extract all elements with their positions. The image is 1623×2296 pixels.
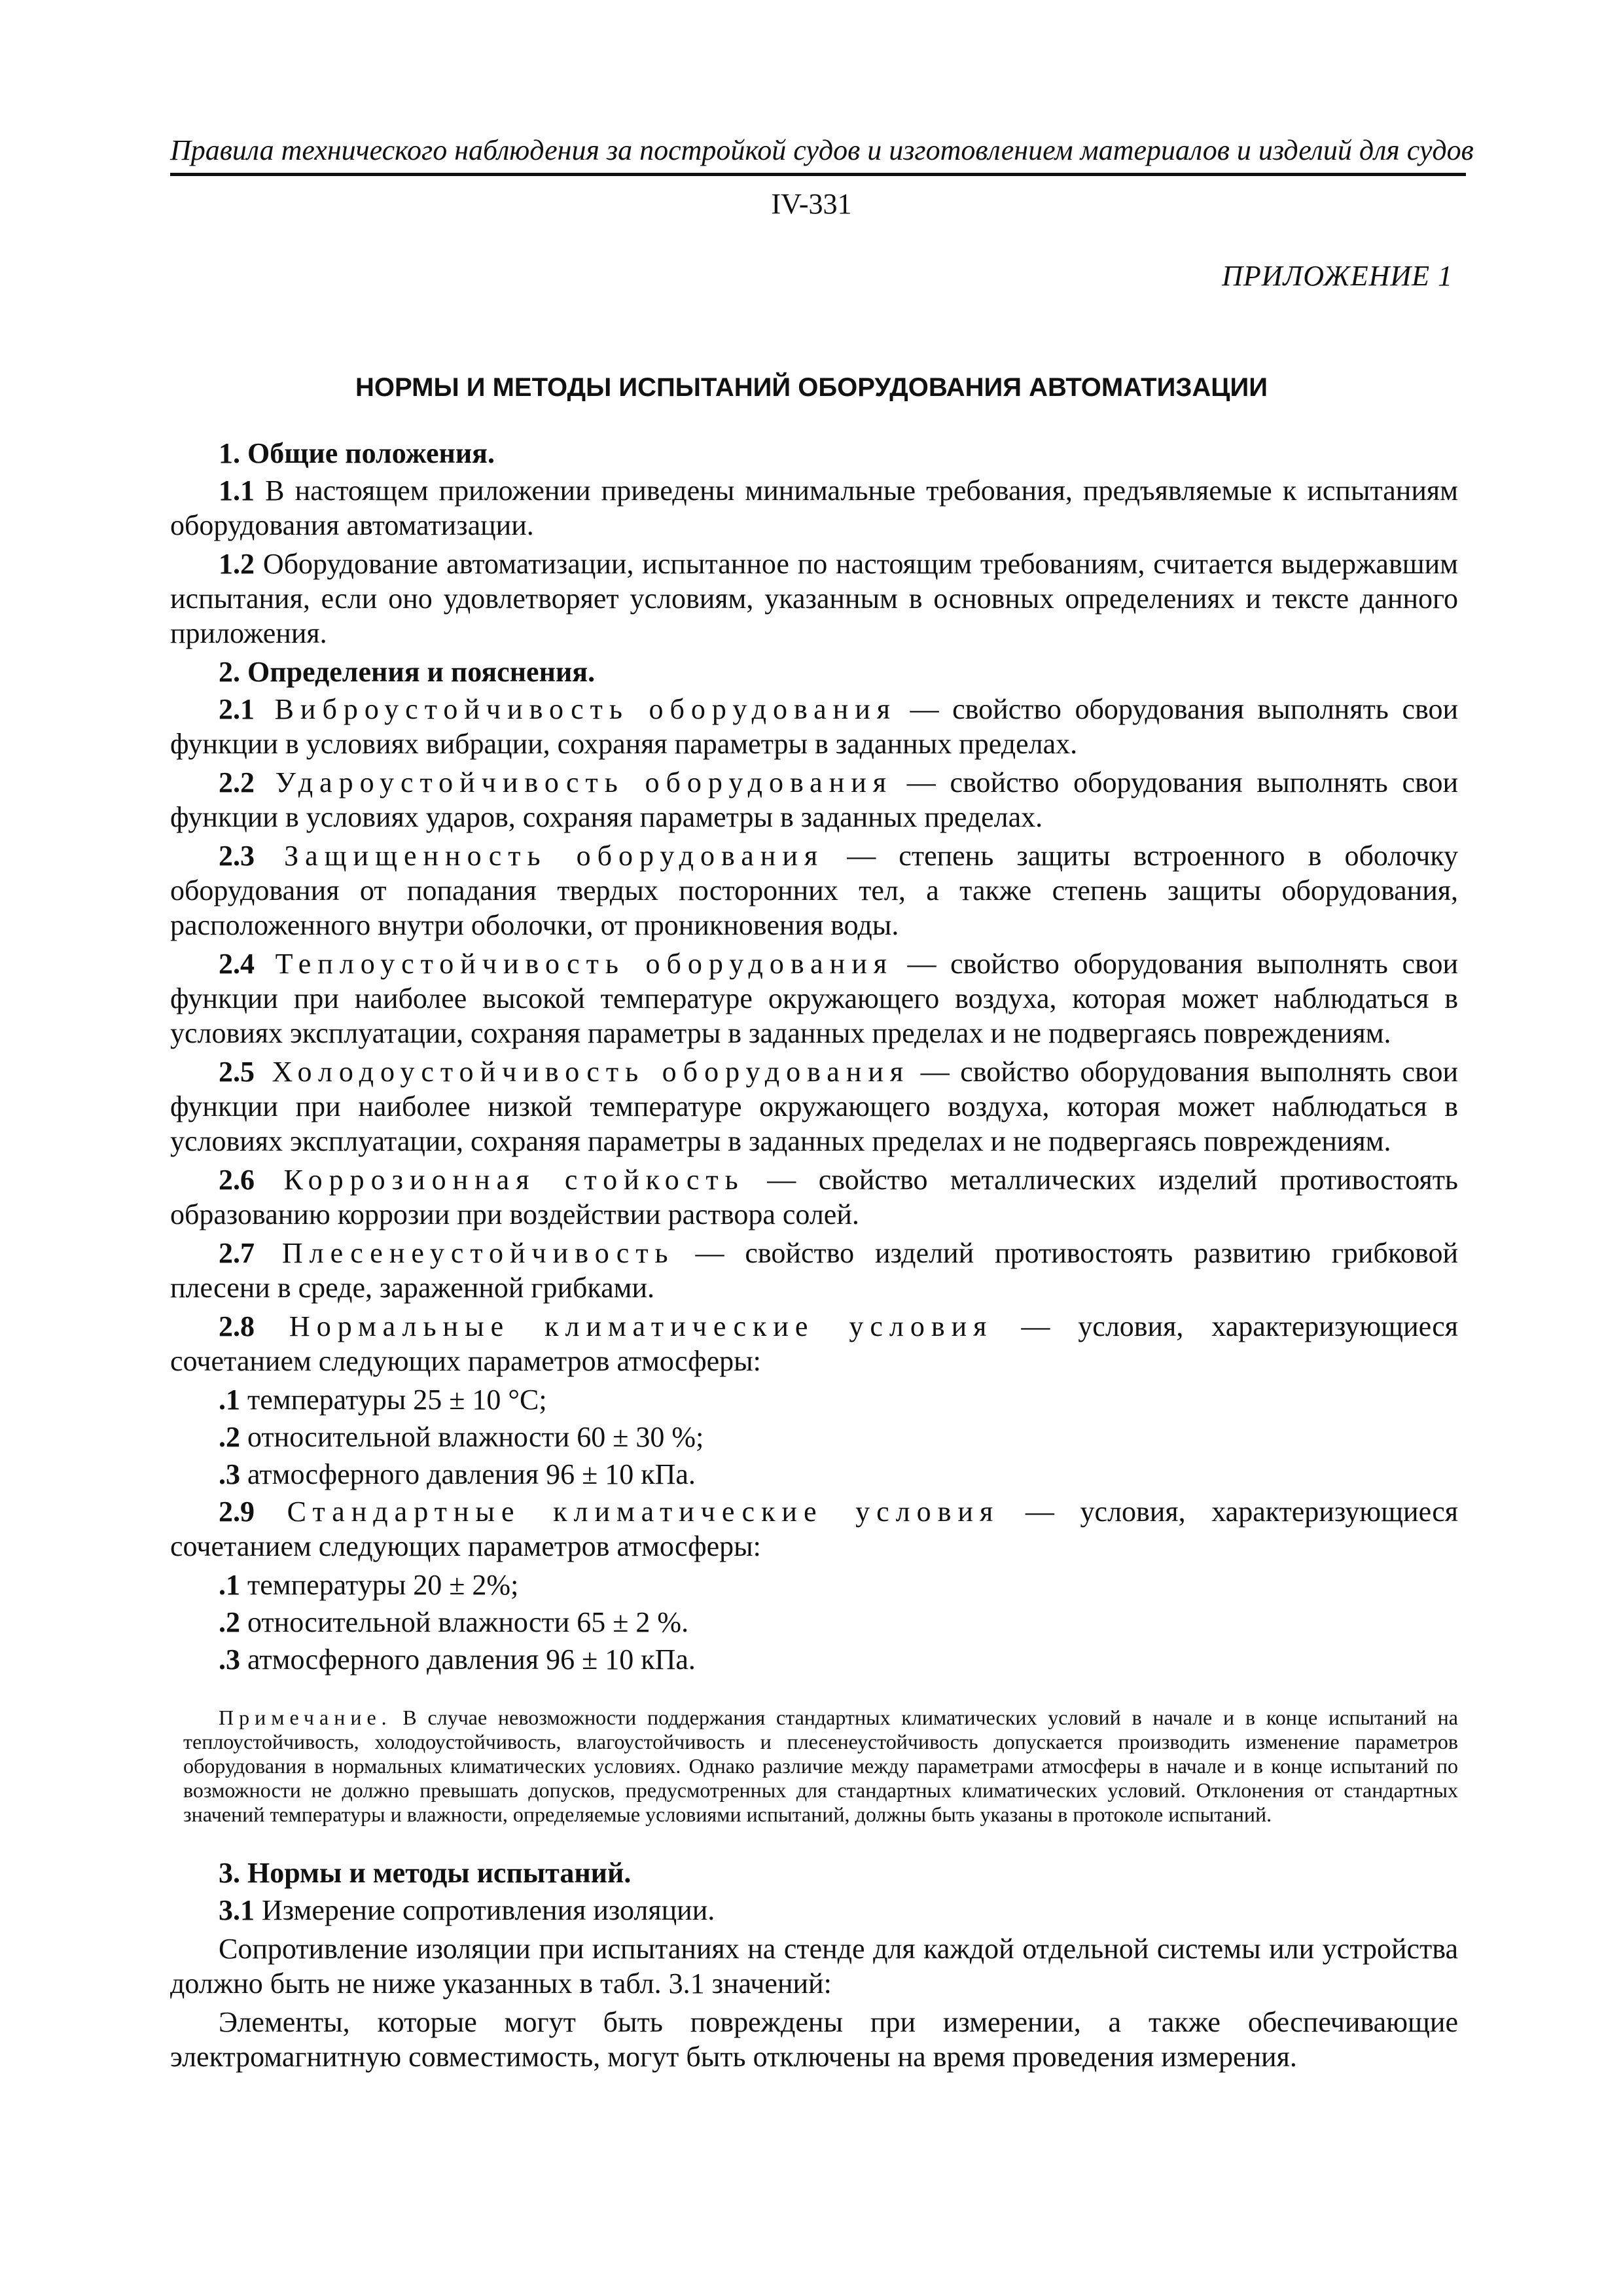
paragraph-disconnect-elements: Элементы, которые могут быть повреждены при измерении, а также обеспечивающие электромагнитную совместимость, могут быть отключены на время проведения измерения. — [170, 2006, 1458, 2073]
item-text: атмосферного давления 96 ± 10 кПа. — [240, 1458, 696, 1490]
item-number: .1 — [219, 1569, 240, 1601]
defined-term: Удароустойчивость оборудования — [255, 766, 893, 798]
section-2-heading: 2. Определения и пояснения. — [219, 656, 596, 688]
item-text: относительной влажности 65 ± 2 %. — [240, 1606, 689, 1638]
definition-text: — условия, характеризующиеся сочетанием следующих параметров атмосферы: — [170, 1496, 1458, 1562]
clause-number: 2.9 — [219, 1496, 255, 1528]
paragraph-3-1 — [170, 1893, 1458, 1928]
definition-2-5 — [170, 1054, 1458, 1158]
clause-number: 2.6 — [219, 1164, 255, 1196]
document-title: НОРМЫ И МЕТОДЫ ИСПЫТАНИЙ ОБОРУДОВАНИЯ АВТОМАТИЗАЦИИ — [355, 373, 1268, 402]
item-text: температуры 25 ± 10 °С; — [240, 1384, 547, 1416]
clause-number: 2.2 — [219, 766, 255, 798]
clause-number: 3.1 — [219, 1894, 255, 1926]
definition-2-3 — [170, 838, 1458, 942]
note-text: В случае невозможности поддержания стандартных климатических условий в начале и в конце испытаний на теплоустойчивость, холодоустойчивость, влагоустойчивость и плесенеустойчивость допускается производить изменение параметров оборудования в нормальных климатических условиях. Однако различие между параметрами атмосферы в начале и в конце испытаний по возможности не должно превышать допусков, предусмотренных для стандартных климатических условий. Отклонения от стандартных значений температуры и влажности, определяемые условиями испытаний, должны быть указаны в протоколе испытаний. — [183, 1706, 1458, 1826]
definition-text: — условия, характеризующиеся сочетанием следующих параметров атмосферы: — [170, 1310, 1459, 1377]
clause-number: 2.3 — [219, 840, 255, 872]
clause-number: 2.5 — [219, 1056, 255, 1088]
item-number: .2 — [219, 1606, 240, 1638]
defined-term: Нормальные климатические условия — [255, 1310, 993, 1342]
definition-2-6 — [170, 1162, 1458, 1232]
paragraph-insulation-resistance: Сопротивление изоляции при испытаниях на стенде для каждой отдельной системы или устройства должно быть не ниже указанных в табл. 3.1 значений: — [170, 1933, 1458, 2000]
paragraph-1-2 — [170, 547, 1458, 651]
defined-term: Стандартные климатические условия — [255, 1496, 1000, 1528]
item-text: температуры 20 ± 2%; — [240, 1569, 519, 1601]
clause-number: 1.1 — [219, 475, 255, 507]
definition-text: — свойство оборудования выполнять свои функции при наиболее высокой температуре окружающего воздуха, которая может наблюдаться в условиях эксплуатации, сохраняя параметры в заданных пределах и не подвергаясь повреждениям. — [170, 948, 1458, 1049]
list-item — [170, 1457, 1458, 1492]
definition-2-4 — [170, 946, 1458, 1050]
item-text: относительной влажности 60 ± 30 %; — [240, 1421, 704, 1453]
page-number: IV-331 — [771, 188, 852, 220]
paragraph-text: Оборудование автоматизации, испытанное по настоящим требованиям, считается выдержавшим испытания, если оно удовлетворяет условиям, указанным в основных определениях и тексте данного приложения. — [170, 548, 1458, 649]
definition-2-1 — [170, 692, 1458, 761]
section-1-heading: 1. Общие положения. — [219, 437, 495, 469]
paragraph-1-1 — [170, 473, 1458, 543]
note-label: Примечание. — [219, 1706, 392, 1729]
defined-term: Холодоустойчивость оборудования — [255, 1056, 910, 1088]
item-text: атмосферного давления 96 ± 10 кПа. — [240, 1643, 696, 1676]
document-body — [170, 436, 1458, 2078]
list-item — [170, 1420, 1458, 1454]
section-3-heading: 3. Нормы и методы испытаний. — [219, 1857, 632, 1889]
paragraph-text: В настоящем приложении приведены минимальные требования, предъявляемые к испытаниям оборудования автоматизации. — [170, 475, 1458, 541]
list-item — [170, 1382, 1458, 1417]
defined-term: Плесенеустойчивость — [255, 1237, 675, 1269]
item-number: .1 — [219, 1384, 240, 1416]
definition-2-9 — [170, 1494, 1458, 1564]
running-head: Правила технического наблюдения за постройкой судов и изготовлением материалов и изделий для судов — [170, 131, 1466, 176]
clause-number: 2.1 — [219, 693, 255, 725]
definition-text: — свойство металлических изделий противостоять образованию коррозии при воздействии раствора солей. — [170, 1164, 1459, 1230]
note — [183, 1706, 1458, 1827]
definition-text: — свойство оборудования выполнять свои функции в условиях вибрации, сохраняя параметры в заданных пределах. — [170, 693, 1458, 760]
clause-number: 2.8 — [219, 1310, 255, 1342]
item-number: .3 — [219, 1458, 240, 1490]
definition-text: — степень защиты встроенного в оболочку оборудования от попадания твердых посторонних тел, а также степень защиты оборудования, расположенного внутри оболочки, от проникновения воды. — [170, 840, 1459, 941]
clause-number: 2.7 — [219, 1237, 255, 1269]
defined-term: Коррозионная стойкость — [255, 1164, 745, 1196]
definition-2-2 — [170, 765, 1458, 834]
clause-number: 2.4 — [219, 948, 255, 980]
list-item — [170, 1568, 1458, 1602]
list-item — [170, 1642, 1458, 1677]
definition-text: — свойство оборудования выполнять свои функции при наиболее низкой температуре окружающего воздуха, которая может наблюдаться в условиях эксплуатации, сохраняя параметры в заданных пределах и не подвергаясь повреждениям. — [170, 1056, 1458, 1157]
definition-text: — свойство изделий противостоять развитию грибковой плесени в среде, зараженной грибками. — [170, 1237, 1459, 1304]
defined-term: Виброустойчивость оборудования — [255, 693, 897, 725]
defined-term: Защищенность оборудования — [255, 840, 825, 872]
definition-2-7 — [170, 1236, 1458, 1305]
definition-text: — свойство оборудования выполнять свои функции в условиях ударов, сохраняя параметры в заданных пределах. — [170, 766, 1459, 833]
definition-2-8 — [170, 1309, 1458, 1378]
item-number: .3 — [219, 1643, 240, 1676]
paragraph-text: Измерение сопротивления изоляции. — [255, 1894, 715, 1926]
appendix-label: ПРИЛОЖЕНИЕ 1 — [1222, 260, 1453, 292]
item-number: .2 — [219, 1421, 240, 1453]
clause-number: 1.2 — [219, 548, 255, 580]
defined-term: Теплоустойчивость оборудования — [255, 948, 893, 980]
list-item — [170, 1605, 1458, 1640]
